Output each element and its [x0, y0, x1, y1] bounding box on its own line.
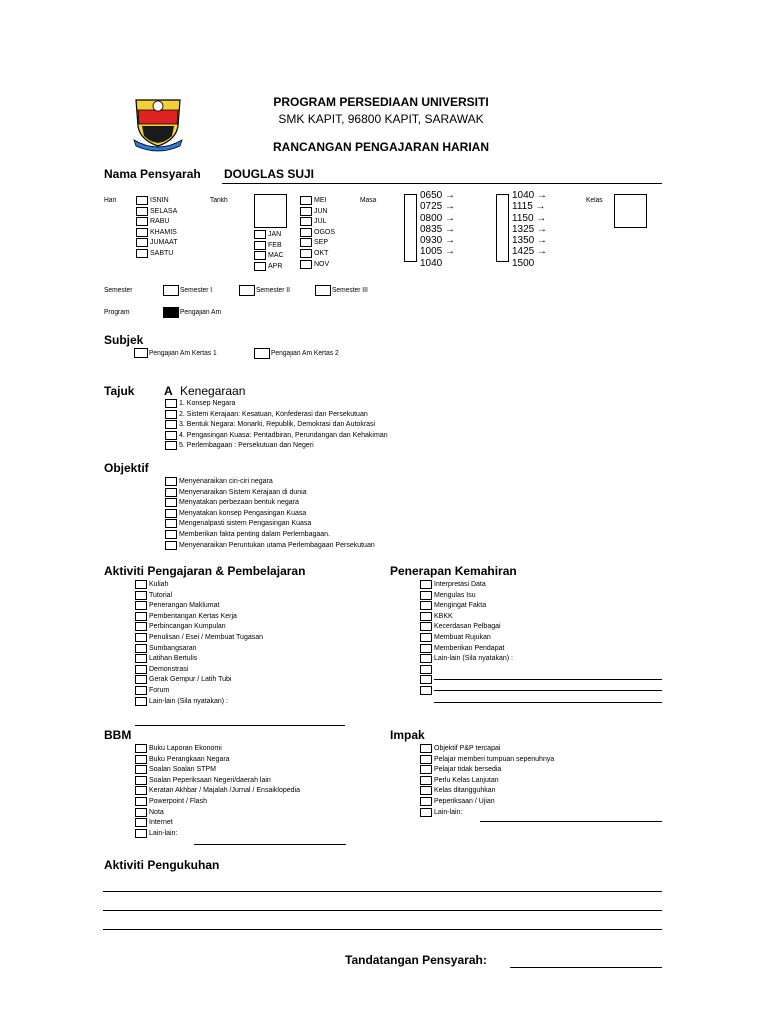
program-title: PROGRAM PERSEDIAAN UNIVERSITI	[273, 95, 489, 109]
month-checkbox[interactable]	[254, 262, 266, 271]
semester-label: Semester	[104, 287, 133, 294]
impak-item-label: Pelajar tidak bersedia	[434, 766, 502, 774]
kemahiran-item-label: Interpretasi Data	[434, 581, 486, 588]
pengukuhan-line-1	[103, 891, 662, 892]
kemahiran-other-line-3	[434, 702, 662, 703]
aktiviti-other-underline	[135, 725, 345, 726]
bbm-item-label: Nota	[149, 808, 164, 816]
aktiviti-item-label: Sumbangsaran	[149, 644, 197, 652]
bbm-item-label: Keratan Akhbar / Majalah /Jurnal / Ensaiklopedia	[149, 787, 300, 795]
bbm-heading: BBM	[104, 728, 132, 742]
program-checkbox[interactable]	[163, 307, 179, 318]
month-label: JAN	[268, 231, 282, 238]
day-label: SELASA	[150, 207, 178, 215]
month-checkbox[interactable]	[254, 241, 266, 250]
aktiviti-checkbox[interactable]	[135, 675, 147, 684]
bbm-checkbox[interactable]	[135, 808, 147, 817]
month-checkbox[interactable]	[300, 207, 312, 216]
day-checkbox[interactable]	[136, 217, 148, 226]
aktiviti-checkbox[interactable]	[135, 644, 147, 653]
aktiviti-item-label: Demonstrasi	[149, 665, 189, 673]
subjek-heading: Subjek	[104, 333, 144, 347]
objektif-checkbox[interactable]	[165, 477, 177, 486]
bbm-checkbox[interactable]	[135, 818, 147, 827]
objektif-item-label: Menyatakan perbezaan bentuk negara	[179, 499, 299, 507]
month-label: OKT	[314, 249, 329, 257]
day-checkbox[interactable]	[136, 207, 148, 216]
kemahiran-checkbox[interactable]	[420, 612, 432, 621]
kemahiran-checkbox[interactable]	[420, 580, 432, 589]
time-slot: 1425 →	[512, 246, 548, 258]
time-slot: 0800 →	[420, 212, 456, 224]
time-slot: 1040 →	[512, 190, 548, 201]
pengukuhan-heading: Aktiviti Pengukuhan	[104, 858, 220, 872]
time-checkbox-column-b[interactable]	[496, 194, 509, 262]
aktiviti-checkbox[interactable]	[135, 686, 147, 695]
tajuk-heading: Tajuk	[104, 384, 135, 398]
objektif-checkbox[interactable]	[165, 530, 177, 539]
month-label: OGOS	[314, 228, 336, 236]
impak-checkbox[interactable]	[420, 744, 432, 753]
month-label: MEI	[314, 197, 327, 204]
month-checkbox[interactable]	[254, 251, 266, 260]
bbm-checkbox[interactable]	[135, 744, 147, 753]
semester-3-label: Semester III	[332, 287, 368, 294]
hari-label: Hari	[104, 197, 117, 204]
objektif-item-label: Menyatakan konsep Pengasingan Kuasa	[179, 509, 307, 517]
aktiviti-item-label: Tutorial	[149, 591, 173, 599]
bbm-item-label: Buku Perangkaan Negara	[149, 755, 230, 763]
semester-2-label: Semester II	[256, 287, 291, 294]
month-checkbox[interactable]	[300, 238, 312, 247]
lecturer-name[interactable]: DOUGLAS SUJI	[224, 167, 315, 181]
objektif-item-label: Memberikan fakta penting dalam Perlembagaan.	[179, 530, 330, 538]
tajuk-item-label: 4. Pengasingan Kuasa: Pentadbiran, Perundangan dan Kehakiman	[179, 431, 388, 439]
kemahiran-item-label: KBKK	[434, 612, 453, 620]
semester-3-checkbox[interactable]	[315, 285, 331, 296]
tarikh-label: Tarikh	[210, 197, 228, 204]
month-checkbox[interactable]	[300, 260, 312, 269]
plan-title: RANCANGAN PENGAJARAN HARIAN	[272, 140, 489, 154]
aktiviti-item-label: Kuliah	[149, 581, 169, 588]
bbm-item-label: Soalan Peperiksaan Negeri/daerah lain	[149, 776, 271, 784]
bbm-other-underline	[194, 844, 346, 845]
objektif-checkbox[interactable]	[165, 498, 177, 507]
kemahiran-item-label: Membuat Rujukan	[434, 633, 491, 641]
bbm-item-label: Lain-lain:	[149, 829, 178, 837]
time-slot: 0650 →	[420, 190, 456, 201]
impak-item-label: Pelajar memberi tumpuan sepenuhnya	[434, 755, 555, 763]
impak-checkbox[interactable]	[420, 765, 432, 774]
month-label: SEP	[314, 239, 329, 247]
time-slot: 0930 →	[420, 235, 456, 247]
tajuk-item-label: 3. Bentuk Negara: Monarki, Republik, Demokrasi dan Autokrasi	[179, 421, 376, 429]
lecturer-name-underline	[222, 183, 662, 184]
impak-item-label: Objektif P&P tercapai	[434, 745, 501, 752]
month-checkbox[interactable]	[300, 196, 312, 205]
month-label: APR	[268, 262, 283, 270]
time-slot: 0835 →	[420, 223, 456, 235]
time-slot: 1325 →	[512, 223, 548, 235]
semester-1-checkbox[interactable]	[163, 285, 179, 296]
aktiviti-checkbox[interactable]	[135, 601, 147, 610]
tajuk-title: Kenegaraan	[180, 384, 246, 398]
kelas-label: Kelas	[586, 197, 603, 204]
day-checkbox[interactable]	[136, 196, 148, 205]
kemahiran-item-label: Mengulas Isu	[434, 591, 476, 599]
day-checkbox[interactable]	[136, 228, 148, 237]
time-slot: 1150 →	[512, 212, 547, 224]
bbm-item-label: Soalan Soalan STPM	[149, 766, 216, 774]
kemahiran-checkbox[interactable]	[420, 665, 432, 674]
month-label: JUL	[314, 218, 327, 226]
impak-item-label: Lain-lain:	[434, 808, 463, 816]
program-label: Program	[104, 309, 130, 316]
kemahiran-checkbox[interactable]	[420, 654, 432, 663]
kelas-box[interactable]	[614, 194, 647, 228]
bbm-item-label: Internet	[149, 819, 173, 827]
kemahiran-heading: Penerapan Kemahiran	[390, 564, 517, 578]
times-list-b	[512, 190, 548, 269]
aktiviti-item-label: Latihan Bertulis	[149, 655, 198, 663]
tajuk-item-label: 2. Sistem Kerajaan: Kesatuan, Konfederasi dan Persekutuan	[179, 410, 368, 418]
impak-item-label: Kelas ditangguhkan	[434, 787, 496, 795]
time-checkbox-column-a[interactable]	[404, 194, 417, 262]
bbm-item-label: Powerpoint / Flash	[149, 797, 207, 805]
time-slot: 1115 →	[512, 201, 546, 213]
month-checkbox[interactable]	[300, 249, 312, 258]
aktiviti-item-label: Penerangan Maklumat	[149, 602, 220, 610]
aktiviti-checkbox[interactable]	[135, 654, 147, 663]
objektif-checkbox[interactable]	[165, 509, 177, 518]
time-slot: 1350 →	[512, 235, 548, 247]
month-label: JUN	[314, 207, 328, 215]
day-label: KHAMIS	[150, 228, 177, 236]
day-checkbox[interactable]	[136, 238, 148, 247]
aktiviti-item-label: Perbincangan Kumpulan	[149, 623, 226, 631]
aktiviti-item-label: Lain-lain (Sila nyatakan) :	[149, 697, 228, 705]
impak-checkbox[interactable]	[420, 808, 432, 817]
kemahiran-checkbox[interactable]	[420, 622, 432, 631]
tajuk-item-label: 5. Perlembagaan : Persekutuan dan Negeri	[179, 442, 314, 450]
month-label: FEB	[268, 241, 282, 249]
tajuk-checkbox[interactable]	[165, 441, 177, 450]
pengukuhan-line-3	[103, 929, 662, 930]
bbm-checkbox[interactable]	[135, 797, 147, 806]
kemahiran-other-line-2	[434, 690, 662, 691]
time-slot: 1040	[420, 257, 443, 269]
tarikh-date-box[interactable]	[254, 194, 287, 228]
bbm-checkbox[interactable]	[135, 755, 147, 764]
kemahiran-checkbox[interactable]	[420, 591, 432, 600]
bbm-checkbox[interactable]	[135, 786, 147, 795]
masa-label: Masa	[360, 197, 377, 204]
aktiviti-item-label: Forum	[149, 686, 170, 694]
subjek-kertas-1-label: Pengajian Am Kertas 1	[149, 350, 217, 357]
impak-checkbox[interactable]	[420, 776, 432, 785]
day-label: SABTU	[150, 249, 174, 257]
kemahiran-item-label: Mengingat Fakta	[434, 602, 487, 610]
aktiviti-item-label: Gerak Gempur / Latih Tubi	[149, 676, 232, 684]
lecturer-label: Nama Pensyarah	[104, 167, 201, 181]
objektif-checkbox[interactable]	[165, 488, 177, 497]
aktiviti-checkbox[interactable]	[135, 633, 147, 642]
tajuk-checkbox[interactable]	[165, 410, 177, 419]
aktiviti-checkbox[interactable]	[135, 612, 147, 621]
subjek-kertas-2-label: Pengajian Am Kertas 2	[271, 350, 339, 357]
objektif-checkbox[interactable]	[165, 541, 177, 550]
bbm-item-label: Buku Laporan Ekonomi	[149, 745, 222, 752]
kemahiran-other-line-1	[434, 679, 662, 680]
kemahiran-checkbox[interactable]	[420, 675, 432, 684]
bbm-checkbox[interactable]	[135, 765, 147, 774]
month-checkbox[interactable]	[254, 230, 266, 239]
kemahiran-checkbox[interactable]	[420, 601, 432, 610]
time-slot: 1005 →	[420, 246, 456, 258]
objektif-item-label: Menyenaraikan Sistem Kerajaan di dunia	[179, 488, 307, 496]
tajuk-checkbox[interactable]	[165, 399, 177, 408]
subjek-kertas-2-checkbox[interactable]	[254, 348, 270, 359]
day-label: JUMAAT	[150, 239, 178, 247]
signature-line[interactable]	[510, 967, 662, 968]
objektif-item-label: Menyenaraikan Peruntukan utama Perlembagaan Persekutuan	[179, 541, 375, 549]
tajuk-item-label: 1. Konsep Negara	[179, 400, 236, 407]
tajuk-checkbox[interactable]	[165, 431, 177, 440]
kemahiran-checkbox[interactable]	[420, 633, 432, 642]
aktiviti-checkbox[interactable]	[135, 591, 147, 600]
aktiviti-heading: Aktiviti Pengajaran & Pembelajaran	[104, 564, 306, 578]
aktiviti-checkbox[interactable]	[135, 665, 147, 674]
bbm-checkbox[interactable]	[135, 776, 147, 785]
kemahiran-item-label: Lain-lain (Sila nyatakan) :	[434, 655, 513, 663]
month-label: NOV	[314, 260, 330, 268]
kemahiran-item-label: Kecerdasan Pelbagai	[434, 623, 501, 631]
time-slot: 1500	[512, 257, 535, 269]
aktiviti-checkbox[interactable]	[135, 580, 147, 589]
impak-checkbox[interactable]	[420, 797, 432, 806]
impak-other-underline	[480, 821, 662, 822]
kemahiran-checkbox[interactable]	[420, 644, 432, 653]
impak-checkbox[interactable]	[420, 755, 432, 764]
impak-item-label: Perlu Kelas Lanjutan	[434, 776, 499, 784]
pengukuhan-line-2	[103, 910, 662, 911]
semester-2-checkbox[interactable]	[239, 285, 255, 296]
impak-checkbox[interactable]	[420, 786, 432, 795]
signature-label: Tandatangan Pensyarah:	[345, 953, 487, 967]
kemahiran-checkbox[interactable]	[420, 686, 432, 695]
tajuk-code: A	[164, 384, 173, 398]
impak-heading: Impak	[390, 728, 425, 742]
day-label: ISNIN	[150, 197, 169, 204]
impak-item-label: Peperiksaan / Ujian	[434, 797, 495, 805]
aktiviti-checkbox[interactable]	[135, 697, 147, 706]
subjek-kertas-1-checkbox[interactable]	[134, 348, 148, 358]
times-list-a	[420, 190, 456, 269]
aktiviti-checkbox[interactable]	[135, 622, 147, 631]
bbm-checkbox[interactable]	[135, 829, 147, 838]
month-checkbox[interactable]	[300, 217, 312, 226]
day-label: RABU	[150, 218, 170, 226]
aktiviti-item-label: Penulisan / Esei / Membuat Tugasan	[149, 633, 264, 641]
day-checkbox[interactable]	[136, 249, 148, 258]
tajuk-checkbox[interactable]	[165, 420, 177, 429]
aktiviti-item-label: Pembentangan Kertas Kerja	[149, 612, 237, 620]
month-checkbox[interactable]	[300, 228, 312, 237]
objektif-checkbox[interactable]	[165, 519, 177, 528]
school-address: SMK KAPIT, 96800 KAPIT, SARAWAK	[278, 112, 484, 126]
month-label: MAC	[268, 252, 284, 260]
objektif-heading: Objektif	[104, 461, 149, 475]
kemahiran-item-label: Memberikan Pendapat	[434, 644, 505, 652]
objektif-item-label: Menyenaraikan ciri-ciri negara	[179, 478, 273, 485]
time-slot: 0725 →	[420, 201, 456, 213]
program-value: Pengajian Am	[180, 309, 222, 316]
objektif-item-label: Mengenalpasti sistem Pengasingan Kuasa	[179, 520, 312, 528]
semester-1-label: Semester I	[180, 287, 213, 294]
